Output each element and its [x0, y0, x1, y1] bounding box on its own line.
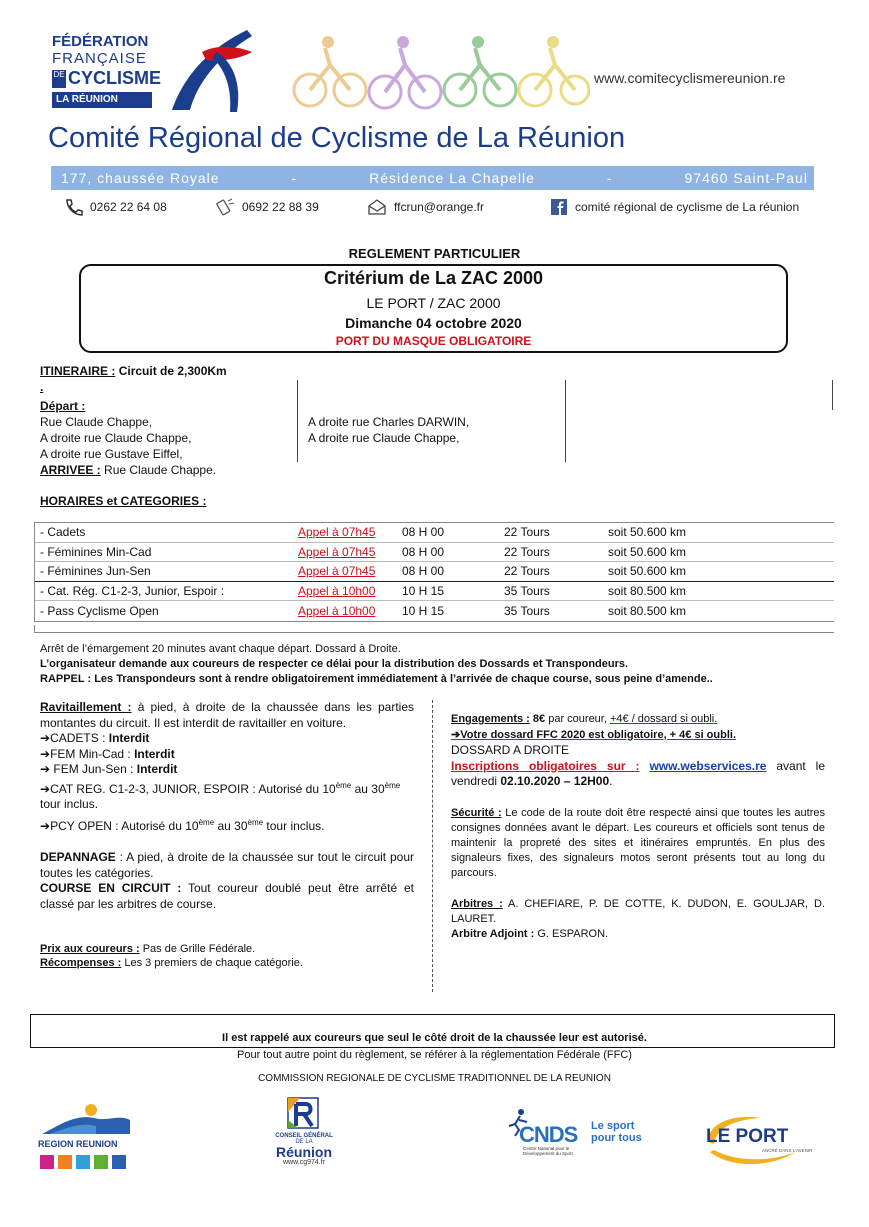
schedule-title: HORAIRES et CATEGORIES :	[40, 494, 207, 508]
phone-number: 0262 22 64 08	[90, 200, 167, 214]
right-column	[451, 712, 825, 942]
itinerary-step: A droite rue Gustave Eiffel,	[40, 447, 183, 461]
fed-de: DE	[52, 70, 66, 88]
cg-r-icon	[268, 1096, 340, 1130]
ravit-rule	[40, 778, 414, 813]
column-divider	[432, 700, 433, 992]
fed-line1: FÉDÉRATION	[52, 33, 149, 50]
le-port-logo	[700, 1112, 830, 1170]
mountain-icon	[36, 1100, 136, 1136]
cg-line2: DE LA	[295, 1139, 313, 1145]
email-icon	[366, 198, 388, 216]
mask-notice: PORT DU MASQUE OBLIGATOIRE	[335, 334, 532, 348]
notes	[40, 642, 713, 687]
laps: 22 Tours	[504, 564, 550, 579]
document-heading: REGLEMENT PARTICULIER	[348, 246, 521, 261]
distance: soit 80.500 km	[608, 583, 687, 598]
cyclists-banner-image	[280, 20, 590, 112]
category: - Féminines Jun-Sen	[40, 564, 151, 579]
schedule-table	[34, 522, 834, 622]
divider	[297, 380, 298, 462]
category: - Cadets	[40, 525, 86, 540]
address-city: 97460 Saint-Paul	[684, 170, 808, 186]
appel-time: Appel à 07h45	[298, 544, 376, 559]
arbitres-label: Arbitres :	[451, 897, 503, 910]
federation-swoosh-icon	[162, 22, 257, 114]
address-street: 177, chaussée Royale	[61, 170, 220, 186]
page-title: Comité Régional de Cyclisme de La Réunion	[48, 122, 626, 154]
itinerary-column-2	[308, 414, 469, 446]
appel-time: Appel à 07h45	[298, 564, 376, 579]
fed-line2: FRANÇAISE	[52, 50, 147, 67]
contact-phone	[64, 198, 167, 216]
event-location: LE PORT / ZAC 2000	[366, 295, 501, 311]
cnds-subtitle: Centre National pour le Développement du Sport	[523, 1146, 573, 1156]
table-row	[35, 582, 834, 602]
divider	[832, 380, 833, 410]
arrow-icon: ➔	[40, 762, 51, 776]
arrivee-line	[40, 462, 216, 478]
contact-mobile	[214, 198, 319, 216]
inscriptions-text: avant le vendredi	[451, 758, 825, 788]
conseil-general-logo	[268, 1096, 340, 1176]
distance: soit 50.600 km	[608, 564, 687, 579]
cnds-name: CNDS	[519, 1122, 578, 1147]
ravitaillement-text: à pied, à droite de la chaussée dans les parties montantes du circuit. Il est interdit de ravitailler en voiture.	[40, 700, 414, 730]
appel-time: Appel à 07h45	[298, 525, 376, 540]
mobile-phone-icon	[214, 198, 236, 216]
cg-line1: CONSEIL GÉNÉRAL	[275, 1133, 333, 1139]
ravit-rule-value: Interdit	[108, 731, 150, 745]
address-bar	[51, 166, 814, 190]
itinerary-circuit: Circuit de 2,300Km	[118, 364, 227, 378]
ravit-rule-label: FEM Jun-Sen :	[50, 762, 137, 776]
inscriptions-deadline: 02.10.2020 – 12H00	[500, 774, 610, 788]
region-reunion-logo	[36, 1100, 136, 1170]
laps: 35 Tours	[504, 583, 550, 598]
ravit-rule-label: CADETS :	[50, 731, 109, 745]
address-sep1: -	[291, 170, 298, 186]
laps: 35 Tours	[504, 603, 550, 618]
engagements-label: Engagements :	[451, 713, 530, 725]
ordinal-suffix: ème	[335, 780, 352, 790]
depannage-paragraph	[40, 850, 414, 881]
depart-label: Départ :	[40, 399, 86, 413]
depannage-text: : A pied, à droite de la chaussée sur tout le circuit pour toutes les catégories.	[40, 850, 414, 880]
table-row	[35, 562, 834, 582]
note-line1: Arrêt de l’émargement 20 minutes avant chaque départ. Dossard à Droite.	[40, 643, 401, 655]
federation-logo	[52, 22, 252, 112]
le-port-name: LE PORT	[706, 1126, 789, 1147]
le-port-tagline: ANCRÉ DANS L’AVENIR	[762, 1148, 813, 1153]
securite-label: Sécurité :	[451, 806, 502, 819]
cnds-logo	[505, 1108, 645, 1160]
divider	[565, 380, 566, 462]
arrow-icon: ➔	[40, 781, 51, 796]
ordinal-suffix: ème	[384, 780, 401, 790]
securite-paragraph	[451, 806, 825, 881]
laps: 22 Tours	[504, 544, 550, 559]
itinerary-title	[40, 364, 227, 378]
engagements-line	[451, 712, 825, 728]
ravit-rule-label: FEM Min-Cad :	[50, 746, 135, 761]
color-square	[94, 1155, 108, 1169]
event-date: Dimanche 04 octobre 2020	[345, 315, 522, 331]
footer-reference: Pour tout autre point du règlement, se référer à la réglementation Fédérale (FFC)	[237, 1049, 632, 1061]
arrivee-text: Rue Claude Chappe.	[104, 463, 217, 477]
arbitre-adjoint-line	[451, 927, 825, 942]
depannage-label: DEPANNAGE	[40, 850, 116, 864]
website-link[interactable]: www.comitecyclismereunion.re	[594, 70, 786, 86]
table-row	[35, 523, 834, 543]
ravitaillement-label: Ravitaillement :	[40, 700, 132, 714]
contact-facebook	[549, 198, 799, 216]
category: - Cat. Rég. C1-2-3, Junior, Espoir :	[40, 583, 225, 598]
prix-label: Prix aux coureurs :	[40, 943, 140, 955]
engagements-price: 8€	[529, 713, 546, 725]
ravit-rule-text: tour inclus.	[40, 797, 99, 811]
region-color-squares	[40, 1155, 136, 1169]
prix-line	[40, 942, 414, 956]
category: - Pass Cyclisme Open	[40, 603, 159, 618]
itinerary-column-1	[40, 398, 216, 478]
arbitre-adjoint-label: Arbitre Adjoint :	[451, 927, 535, 940]
dossard-droite: DOSSARD A DROITE	[451, 743, 570, 757]
itinerary-step: A droite rue Claude Chappe,	[308, 431, 460, 445]
ordinal-suffix: ème	[247, 817, 264, 827]
securite-text: Le code de la route doit être respecté ainsi que toutes les autres consignes données avant le départ. Les coureurs et officiels sont tenus de maintenir la propreté des sites et itinéraires empruntés. En plus des signaleurs fixes, des signaleurs motos seront présents tout au long du parcours.	[451, 806, 825, 879]
inscriptions-label: Inscriptions obligatoires sur :	[451, 758, 640, 773]
arbitres-paragraph	[451, 897, 825, 927]
itinerary-step: A droite rue Claude Chappe,	[40, 431, 192, 445]
region-label: REGION REUNION	[38, 1139, 118, 1149]
cnds-slogan	[591, 1120, 642, 1144]
arbitres-text: A. CHEFIARE, P. DE COTTE, K. DUDON, E. GOULJAR, D. LAURET.	[451, 897, 825, 925]
facebook-page[interactable]: comité régional de cyclisme de La réunion	[575, 200, 800, 214]
color-square	[58, 1155, 72, 1169]
table-row	[35, 543, 834, 563]
itinerary-dot: .	[40, 380, 44, 394]
ravit-rule-text: tour inclus.	[263, 818, 325, 833]
ordinal-suffix: ème	[198, 817, 215, 827]
address-sep2: -	[606, 170, 613, 186]
start-time: 08 H 00	[402, 564, 445, 579]
ravitaillement-paragraph	[40, 700, 414, 731]
footer-commission: COMMISSION REGIONALE DE CYCLISME TRADITIONNEL DE LA REUNION	[258, 1073, 611, 1084]
color-square	[76, 1155, 90, 1169]
ravit-rule-label: PCY OPEN : Autorisé du 10	[50, 818, 199, 833]
footer-notice: Il est rappelé aux coureurs que seul le côté droit de la chaussée leur est autorisé.	[222, 1032, 647, 1044]
address-residence: Résidence La Chapelle	[369, 170, 535, 186]
note-line2: L’organisateur demande aux coureurs de respecter ce délai pour la distribution des Dossards et Transpondeurs.	[40, 658, 629, 670]
arrow-icon: ➔	[40, 731, 51, 745]
phone-icon	[64, 198, 84, 216]
arrow-icon: ➔	[40, 818, 51, 833]
start-time: 10 H 15	[402, 603, 445, 618]
ravit-rule-label: CAT REG. C1-2-3, JUNIOR, ESPOIR : Autorisé du 10	[50, 781, 336, 796]
event-title-box	[79, 264, 788, 353]
itinerary-label: ITINERAIRE :	[40, 364, 116, 378]
start-time: 10 H 15	[402, 583, 445, 598]
engagements-text: par coureur,	[545, 713, 610, 725]
ravit-rule-value: Interdit	[134, 746, 175, 761]
cnds-slogan-line1: Le sport	[591, 1120, 635, 1132]
table-row	[35, 601, 834, 621]
laps: 22 Tours	[504, 525, 550, 540]
engagements-extra: +4€ / dossard si oubli.	[609, 713, 718, 725]
distance: soit 50.600 km	[608, 525, 687, 540]
arrow-icon: ➔	[40, 746, 51, 761]
left-column	[40, 700, 414, 970]
contact-email	[366, 198, 484, 216]
distance: soit 50.600 km	[608, 544, 687, 559]
facebook-icon	[549, 198, 569, 216]
start-time: 08 H 00	[402, 544, 445, 559]
mobile-number: 0692 22 88 39	[242, 200, 319, 214]
course-label: COURSE EN CIRCUIT :	[40, 881, 182, 895]
event-name: Critérium de La ZAC 2000	[323, 268, 544, 288]
schedule-table-footer	[34, 625, 834, 633]
cnds-slogan-line2: pour tous	[591, 1132, 642, 1144]
recompenses-text: Les 3 premiers de chaque catégorie.	[121, 957, 303, 969]
ravit-rule	[40, 747, 414, 763]
ravit-rule-text: au 30	[214, 818, 248, 833]
note-line3: RAPPEL : Les Transpondeurs sont à rendre obligatoirement immédiatement à l’arrivée de chaque course, sous peine d’amende..	[40, 673, 713, 685]
appel-time: Appel à 10h00	[298, 583, 376, 598]
fed-line4: LA RÉUNION	[52, 92, 152, 108]
dossard-ffc: ➔Votre dossard FFC 2020 est obligatoire, + 4€ si oubli.	[451, 728, 737, 741]
itinerary-step: A droite rue Charles DARWIN,	[308, 415, 470, 429]
course-text: Tout coureur doublé peut être arrêté et classé par les arbitres de course.	[40, 881, 414, 911]
ravit-rule	[40, 731, 414, 747]
email-address[interactable]: ffcrun@orange.fr	[394, 200, 485, 214]
arbitre-adjoint-text: G. ESPARON.	[534, 927, 609, 940]
recompenses-line	[40, 956, 414, 970]
inscriptions-link[interactable]: www.webservices.re	[649, 758, 767, 773]
ravit-rule	[40, 762, 414, 778]
inscriptions-paragraph	[451, 759, 825, 790]
distance: soit 80.500 km	[608, 603, 687, 618]
start-time: 08 H 00	[402, 525, 445, 540]
color-square	[112, 1155, 126, 1169]
course-paragraph	[40, 881, 414, 912]
itinerary-step: Rue Claude Chappe,	[40, 415, 153, 429]
appel-time: Appel à 10h00	[298, 603, 376, 618]
category: - Féminines Min-Cad	[40, 544, 152, 559]
ravit-rule-value: Interdit	[136, 762, 178, 776]
prix-text: Pas de Grille Fédérale.	[139, 943, 256, 955]
cg-site: www.cg974.fr	[282, 1159, 326, 1166]
cg-line3: Réunion	[276, 1144, 332, 1160]
ravit-rule-text: au 30	[351, 781, 385, 796]
recompenses-label: Récompenses :	[40, 957, 122, 969]
ravit-rule	[40, 815, 414, 835]
fed-line3: CYCLISME	[68, 68, 162, 88]
inscriptions-end: .	[609, 774, 613, 788]
color-square	[40, 1155, 54, 1169]
arrivee-label: ARRIVEE :	[40, 463, 101, 477]
